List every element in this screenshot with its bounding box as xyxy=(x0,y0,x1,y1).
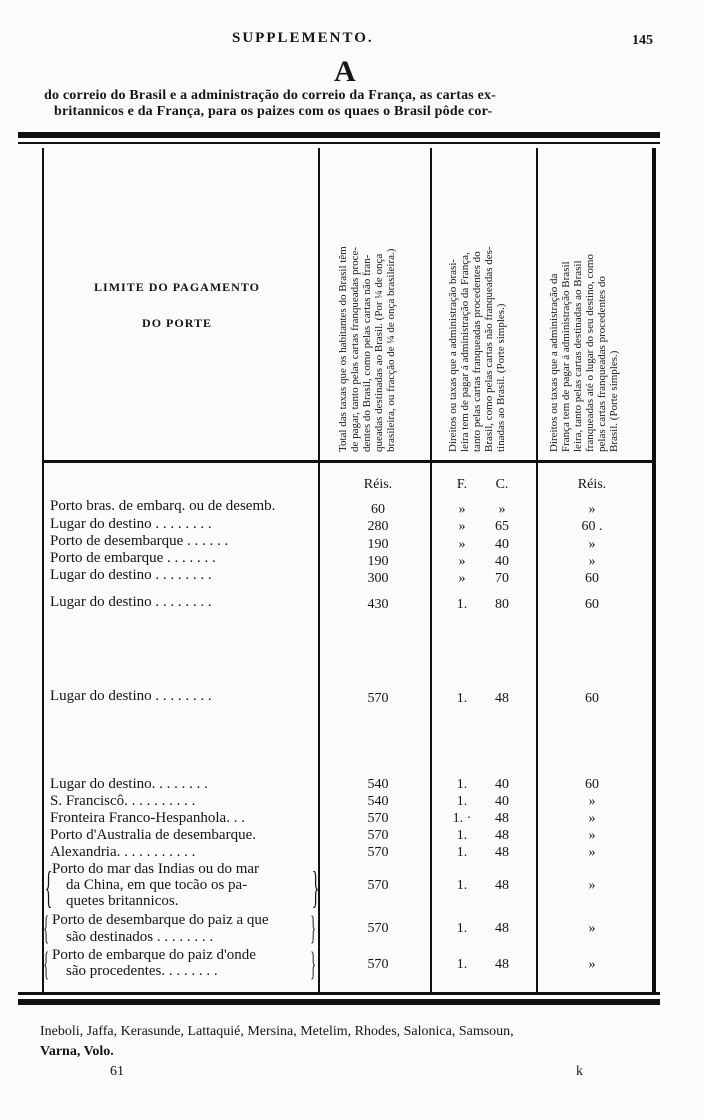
col-divider-left xyxy=(42,148,44,994)
table-top-rule xyxy=(18,132,660,138)
footer-text: Ineboli, Jaffa, Kerasunde, Lattaquié, Mersina, Metelim, Rhodes, Salonica, Samsoun, xyxy=(40,1024,514,1039)
page-number: 145 xyxy=(632,33,653,48)
header-bottom-rule xyxy=(44,460,656,463)
unit-reis-1: Réis. xyxy=(363,477,393,492)
right-brace: } xyxy=(310,910,317,947)
col-divider-right xyxy=(652,148,656,994)
col1-heading: Total das taxas que os habitantes do Brasil têm de pagar, tanto pelas cartas franqueadas proce- dentes do Brasil, como pelas cartas não fran- queadas destinadas ao Brasil. (Por ¼ de onça brasileira, ou fracção de ¼ de onça brasileira.) xyxy=(337,246,397,452)
page-header-title: SUPPLEMENTO. xyxy=(232,30,374,46)
section-letter: A xyxy=(334,55,356,88)
intro-line-1: do correio do Brasil e a administração do correio da França, as cartas ex- xyxy=(44,88,497,103)
col3-heading: Direitos ou taxas que a administração da França tem de pagar á administração Brasil leira, tanto pelas cartas destinadas ao Brasil franqueadas até o lugar do seu destino, como pelas cartas franqueadas procedentes do Brasil. (Porte simples.) xyxy=(548,254,620,452)
left-brace: { xyxy=(43,910,50,947)
left-brace: { xyxy=(43,946,50,983)
intro-line-2: britannicos e da França, para os paizes com os quaes o Brasil pôde cor- xyxy=(54,104,493,119)
table-bottom-rule xyxy=(18,992,660,995)
table-bottom-rule-thick xyxy=(18,999,660,1005)
limit-heading: LIMITE DO PAGAMENTO xyxy=(94,280,260,294)
footer-text-2: Varna, Volo. xyxy=(40,1044,114,1059)
col-divider-2 xyxy=(430,148,432,994)
right-brace: } xyxy=(311,863,320,912)
left-brace: { xyxy=(44,863,53,912)
unit-francs: F. xyxy=(456,477,468,492)
table-top-rule-thin xyxy=(18,142,660,144)
unit-centimes: C. xyxy=(495,477,509,492)
limit-subheading: DO PORTE xyxy=(142,316,212,330)
unit-reis-2: Réis. xyxy=(577,477,607,492)
sheet-number: 61 xyxy=(110,1064,124,1079)
col-divider-3 xyxy=(536,148,538,994)
col2-heading: Direitos ou taxas que a administração brasi- leira tem de pagar á administração da França, tanto pelas cartas franqueadas procedentes do Brasil, como pelas cartas não franqueadas des- tinadas ao Brasil. (Porte simples.) xyxy=(447,246,507,452)
right-brace: } xyxy=(310,946,317,983)
signature-mark: k xyxy=(576,1064,583,1079)
